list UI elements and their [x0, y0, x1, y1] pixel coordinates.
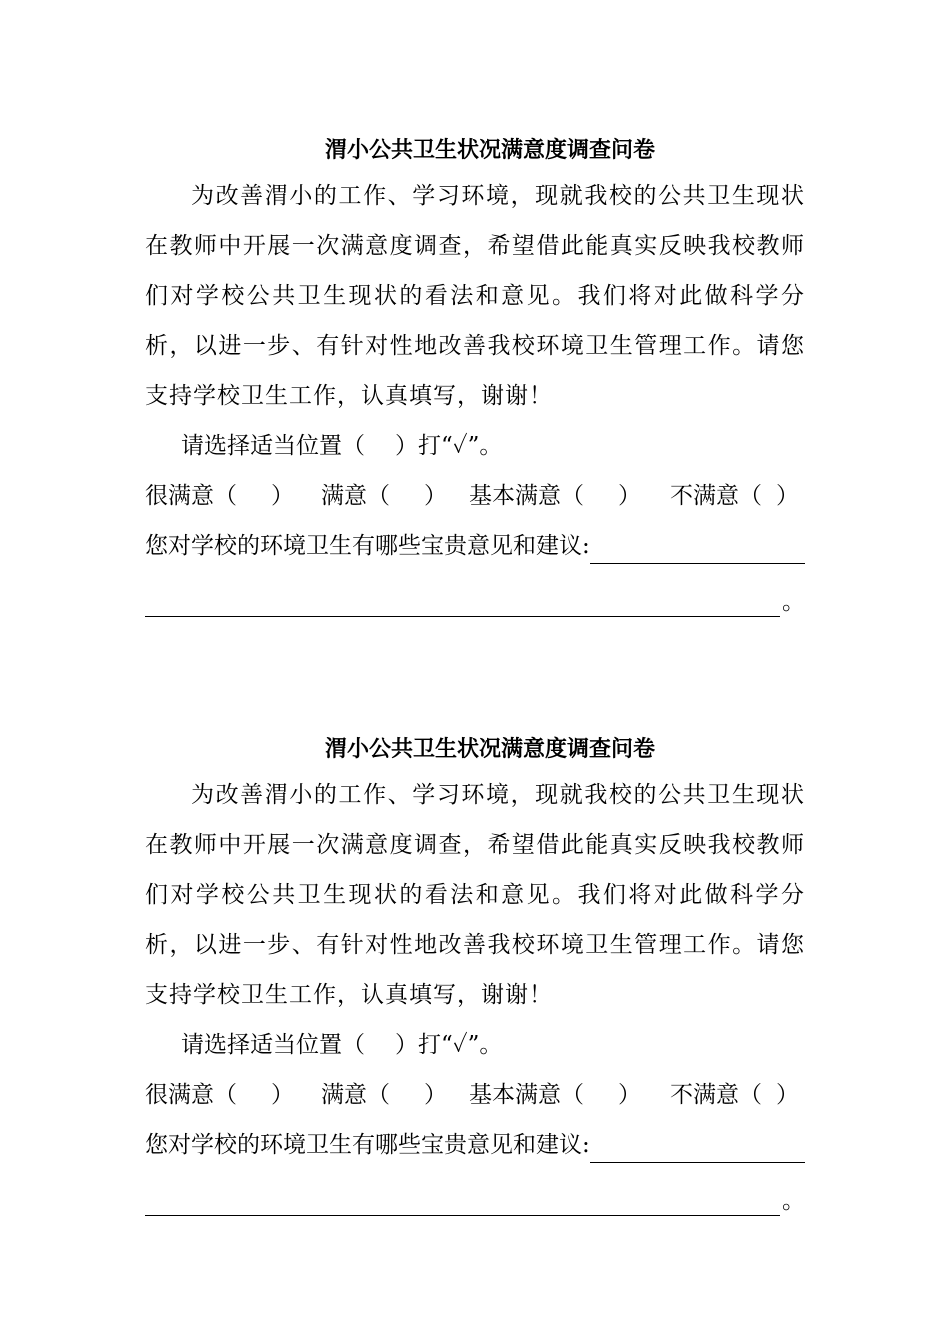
survey-form-1 [145, 131, 805, 627]
survey-form-2 [145, 730, 805, 1226]
end-mark: 。 [782, 1188, 805, 1214]
satisfaction-options [145, 471, 805, 521]
survey-instruction [145, 1020, 805, 1070]
option-basically-satisfied[interactable]: 基本满意（ ） [469, 1082, 641, 1108]
suggestion-input-line-1[interactable] [590, 527, 805, 564]
suggestion-answer [145, 571, 805, 627]
suggestion-question [145, 521, 805, 571]
instruction-text-before: 请选择适当位置（ [181, 433, 365, 459]
option-satisfied[interactable]: 满意（ ） [321, 483, 447, 509]
survey-title: 渭小公共卫生状况满意度调查问卷 [324, 138, 655, 163]
survey-intro: 为改善渭小的工作、学习环境，现就我校的公共卫生现状在教师中开展一次满意度调查，希望借此能真实反映我校教师们对学校公共卫生现状的看法和意见。我们将对此做科学分析，以进一步、有针对性地改善我校环境卫生管理工作。请您支持学校卫生工作，认真填写，谢谢！ [145, 183, 805, 409]
satisfaction-options [145, 1070, 805, 1120]
option-unsatisfied[interactable]: 不满意（ ） [670, 483, 799, 509]
end-mark: 。 [782, 589, 805, 615]
suggestion-input-line-1[interactable] [590, 1126, 805, 1163]
suggestion-question [145, 1120, 805, 1170]
option-unsatisfied[interactable]: 不满意（ ） [670, 1082, 799, 1108]
survey-instruction [145, 421, 805, 471]
suggestion-answer [145, 1170, 805, 1226]
instruction-text-after: ）打“✓”。 [395, 1032, 503, 1058]
option-satisfied[interactable]: 满意（ ） [321, 1082, 447, 1108]
survey-intro: 为改善渭小的工作、学习环境，现就我校的公共卫生现状在教师中开展一次满意度调查，希望借此能真实反映我校教师们对学校公共卫生现状的看法和意见。我们将对此做科学分析，以进一步、有针对性地改善我校环境卫生管理工作。请您支持学校卫生工作，认真填写，谢谢！ [145, 782, 805, 1008]
option-basically-satisfied[interactable]: 基本满意（ ） [469, 483, 641, 509]
question-text: 您对学校的环境卫生有哪些宝贵意见和建议: [145, 1132, 590, 1158]
instruction-text-before: 请选择适当位置（ [181, 1032, 365, 1058]
survey-title: 渭小公共卫生状况满意度调查问卷 [324, 737, 655, 762]
suggestion-input-line-2[interactable] [145, 576, 780, 617]
instruction-text-after: ）打“✓”。 [395, 433, 503, 459]
option-very-satisfied[interactable]: 很满意（ ） [145, 1082, 294, 1108]
suggestion-input-line-2[interactable] [145, 1175, 780, 1216]
question-text: 您对学校的环境卫生有哪些宝贵意见和建议: [145, 533, 590, 559]
option-very-satisfied[interactable]: 很满意（ ） [145, 483, 294, 509]
